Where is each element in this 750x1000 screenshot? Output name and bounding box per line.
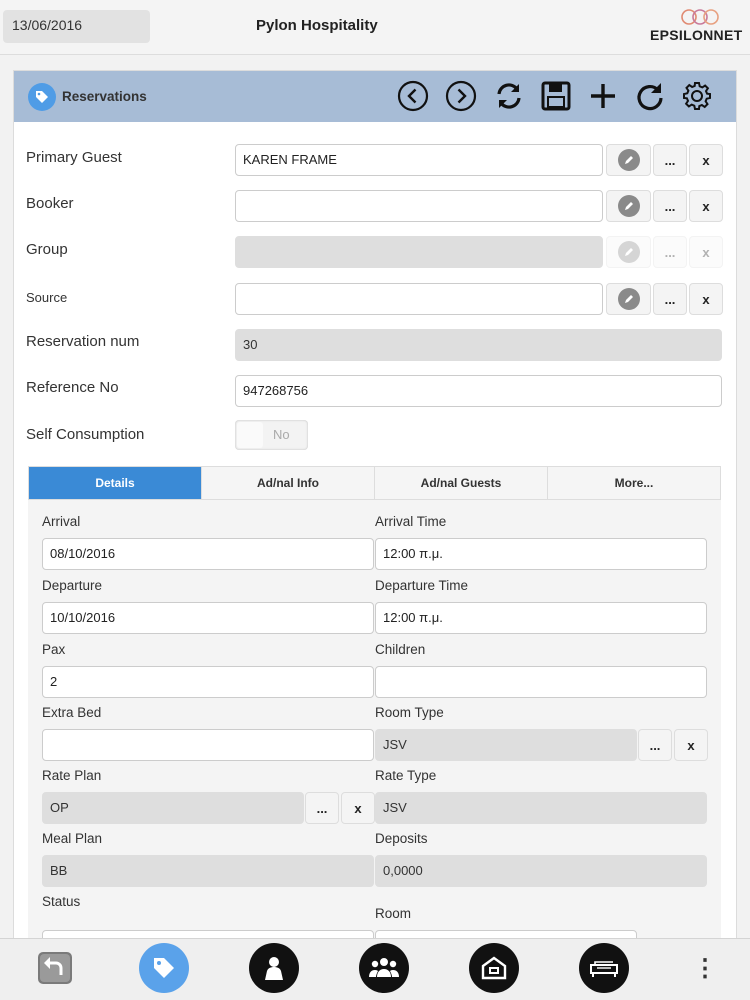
refresh-icon (634, 80, 666, 112)
property-nav-button[interactable] (469, 943, 519, 993)
next-button[interactable] (444, 79, 478, 113)
rate-type-label: Rate Type (375, 768, 437, 783)
group-icon (368, 955, 400, 981)
primary-guest-label: Primary Guest (26, 149, 122, 166)
source-field[interactable] (235, 283, 603, 315)
booker-field[interactable] (235, 190, 603, 222)
pax-label: Pax (42, 642, 66, 657)
source-lookup-button[interactable]: ... (653, 283, 687, 315)
meal-plan-field: BB (42, 855, 374, 887)
group-edit-button (606, 236, 651, 268)
pencil-icon (618, 149, 640, 171)
room-label: Room (375, 906, 412, 921)
tag-icon (28, 83, 56, 111)
panel-title: Reservations (62, 89, 147, 104)
booker-lookup-button[interactable]: ... (653, 190, 687, 222)
arrival-field[interactable]: 08/10/2016 (42, 538, 374, 570)
rate-plan-field: OP (42, 792, 304, 824)
sync-button[interactable] (492, 79, 526, 113)
save-button[interactable] (539, 79, 573, 113)
rate-plan-lookup-button[interactable]: ... (305, 792, 339, 824)
status-label: Status (42, 894, 81, 909)
booker-clear-button[interactable]: x (689, 190, 723, 222)
reservation-num-label: Reservation num (26, 333, 140, 350)
arrival-time-label: Arrival Time (375, 514, 447, 529)
room-type-clear-button[interactable]: x (674, 729, 708, 761)
groups-nav-button[interactable] (359, 943, 409, 993)
primary-guest-field[interactable]: KAREN FRAME (235, 144, 603, 176)
reference-no-field[interactable]: 947268756 (235, 375, 722, 407)
pax-field[interactable]: 2 (42, 666, 374, 698)
rooms-nav-button[interactable] (579, 943, 629, 993)
pencil-icon (618, 195, 640, 217)
rate-plan-clear-button[interactable]: x (341, 792, 375, 824)
rate-type-field: JSV (375, 792, 707, 824)
booker-label: Booker (26, 195, 74, 212)
deposits-label: Deposits (375, 831, 428, 846)
booker-edit-button[interactable] (606, 190, 651, 222)
bed-icon (588, 955, 620, 981)
chevron-left-icon (397, 80, 429, 112)
toggle-knob (237, 422, 263, 448)
room-type-field: JSV (375, 729, 637, 761)
add-button[interactable] (586, 79, 620, 113)
extra-bed-field[interactable] (42, 729, 374, 761)
app-title: Pylon Hospitality (256, 17, 378, 34)
top-bar (0, 0, 750, 55)
source-label: Source (26, 290, 68, 305)
self-consumption-toggle[interactable] (235, 420, 308, 450)
children-label: Children (375, 642, 426, 657)
tab-details[interactable]: Details (29, 467, 202, 499)
pencil-icon (618, 241, 640, 263)
more-menu-button[interactable]: ⋮ (693, 954, 717, 982)
primary-guest-lookup-button[interactable]: ... (653, 144, 687, 176)
plus-icon (587, 80, 619, 112)
reservation-num-field: 30 (235, 329, 722, 361)
guest-nav-button[interactable] (249, 943, 299, 993)
tab-additional-guests[interactable]: Ad/nal Guests (375, 467, 548, 499)
previous-button[interactable] (396, 79, 430, 113)
deposits-field: 0,0000 (375, 855, 707, 887)
room-type-lookup-button[interactable]: ... (638, 729, 672, 761)
panel-header (14, 71, 736, 122)
save-icon (540, 80, 572, 112)
room-type-label: Room Type (375, 705, 444, 720)
gear-icon (681, 80, 713, 112)
tag-icon (151, 955, 177, 981)
children-field[interactable] (375, 666, 707, 698)
source-clear-button[interactable]: x (689, 283, 723, 315)
reference-no-label: Reference No (26, 379, 119, 396)
meal-plan-label: Meal Plan (42, 831, 103, 846)
rate-plan-label: Rate Plan (42, 768, 102, 783)
departure-time-field[interactable]: 12:00 π.μ. (375, 602, 707, 634)
refresh-button[interactable] (633, 79, 667, 113)
group-label: Group (26, 241, 68, 258)
group-field (235, 236, 603, 268)
arrival-time-field[interactable]: 12:00 π.μ. (375, 538, 707, 570)
settings-button[interactable] (680, 79, 714, 113)
arrival-label: Arrival (42, 514, 81, 529)
group-clear-button: x (689, 236, 723, 268)
sync-icon (493, 80, 525, 112)
primary-guest-clear-button[interactable]: x (689, 144, 723, 176)
date-display: 13/06/2016 (3, 10, 150, 43)
logo-text: EPSILONNET (650, 27, 743, 43)
tab-more[interactable]: More... (614, 476, 654, 490)
tab-additional-info[interactable]: Ad/nal Info (202, 467, 375, 499)
extra-bed-label: Extra Bed (42, 705, 102, 720)
bottom-nav (0, 938, 750, 1000)
chevron-right-icon (445, 80, 477, 112)
reservations-nav-button[interactable] (139, 943, 189, 993)
back-button[interactable] (30, 943, 80, 993)
primary-guest-edit-button[interactable] (606, 144, 651, 176)
person-icon (261, 955, 287, 981)
pencil-icon (618, 288, 640, 310)
house-icon (480, 955, 508, 981)
self-consumption-label: Self Consumption (26, 426, 145, 443)
departure-label: Departure (42, 578, 103, 593)
departure-field[interactable]: 10/10/2016 (42, 602, 374, 634)
logo-rings-icon (679, 7, 721, 27)
back-icon (37, 951, 73, 985)
departure-time-label: Departure Time (375, 578, 469, 593)
group-lookup-button: ... (653, 236, 687, 268)
reservation-tabs (28, 466, 721, 500)
source-edit-button[interactable] (606, 283, 651, 315)
toggle-state: No (273, 427, 290, 442)
epsilonnet-logo (650, 6, 750, 46)
